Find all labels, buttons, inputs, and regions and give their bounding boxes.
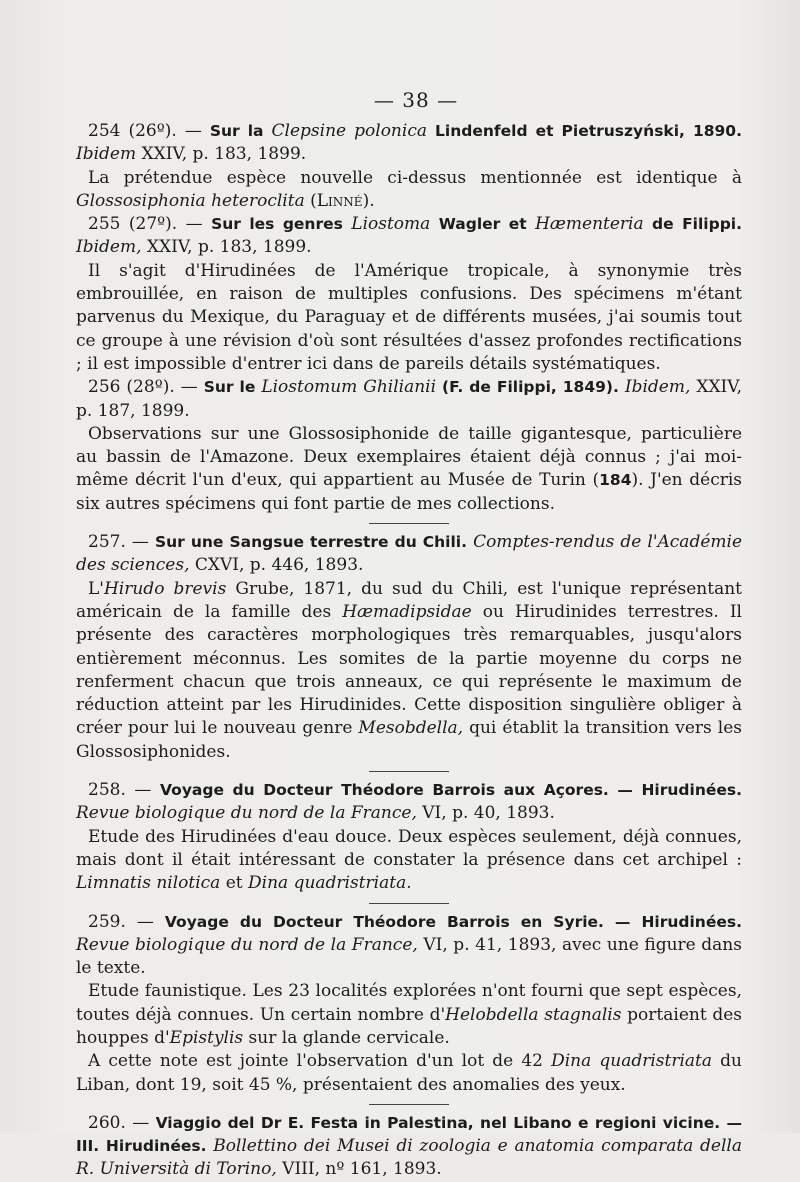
- separator-rule: [369, 771, 449, 772]
- journal-ref: Revue biologique du nord de la France,: [76, 934, 418, 955]
- entry-number: 260.: [88, 1112, 126, 1133]
- entry-number: 256 (28º).: [88, 377, 175, 398]
- page-number: — 38 —: [373, 88, 459, 112]
- entry-258: [76, 779, 742, 895]
- journal-ref: Bollettino dei Musei di zoologia e anatomia comparata della R. Università di Torino,: [76, 1136, 742, 1180]
- separator-rule: [369, 1104, 449, 1105]
- journal-ref: Revue biologique du nord de la France,: [76, 803, 417, 824]
- entry-abstract: Il s'agit d'Hirudinées de l'Amérique tropicale, à synonymie très embrouillée, en raison de multiples confusions. Des spécimens m'étant parvenus du Mexique, du Paraguay et de différents musées, j'ai soumis tout ce groupe à une révision d'où sont résultées d'assez profondes rectifications ; il est impossible d'entrer ici dans de pareils détails systématiques.: [76, 260, 742, 374]
- entry-255: [76, 213, 742, 376]
- entry-abstract: La prétendue espèce nouvelle ci-dessus mentionnée est identique à Glossosiphonia heteroclita (Linné).: [76, 167, 742, 211]
- entry-heading: 254 (26º). — Sur la Clepsine polonica Lindenfeld et Pietruszyński, 1890. Ibidem XXIV, p. 183, 1899.: [76, 121, 742, 165]
- separator-rule: [369, 903, 449, 904]
- entry-number: 254 (26º).: [88, 121, 177, 141]
- entry-number: 259.: [88, 911, 126, 932]
- journal-ref: Comptes-rendus de l'Académie des sciences,: [76, 532, 743, 576]
- entry-254: [76, 120, 742, 213]
- entry-257: [76, 531, 742, 764]
- entry-abstract: Observations sur une Glossosiphonide de taille gigantesque, particulière au bassin de l'Amazone. Deux exemplaires étaient déjà connus ; j'ai moi-même décrit l'un d'eux, qui appartient au Musée de Turin (184). J'en décris six autres spécimens qui font partie de mes collections.: [76, 423, 742, 514]
- journal-ref: Ibidem,: [76, 237, 142, 258]
- entry-abstract: Etude des Hirudinées d'eau douce. Deux espèces seulement, déjà connues, mais dont il était intéressant de constater la présence dans cet archipel : Limnatis nilotica et Dina quadristriata.: [76, 826, 742, 894]
- entry-abstract: Etude faunistique. Les 23 localités explorées n'ont fourni que sept espèces, toutes déjà connues. Un certain nombre d'Helobdella stagnalis portaient des houppes d'Epistylis sur la glande cervicale.: [76, 981, 743, 1048]
- species-name: Clepsine polonica: [271, 121, 427, 141]
- entry-heading: 260. — Viaggio del Dr E. Festa in Palestina, nel Libano e regioni vicine. — III. Hirudinées. Bollettino dei Musei di zoologia e anatomia comparata della R. Università di Torino, VIII, nº 161, 1893.: [76, 1112, 743, 1180]
- entry-heading: 257. — Sur une Sangsue terrestre du Chili. Comptes-rendus de l'Académie des sciences, CXVI, p. 446, 1893.: [76, 532, 743, 576]
- entry-heading: 255 (27º). — Sur les genres Liostoma Wagler et Hæmenteria de Filippi. Ibidem, XXIV, p. 183, 1899.: [76, 214, 742, 258]
- entry-heading: 259. — Voyage du Docteur Théodore Barrois en Syrie. — Hirudinées. Revue biologique du nord de la France, VI, p. 41, 1893, avec une figure dans le texte.: [76, 911, 742, 979]
- entry-number: 255 (27º).: [88, 214, 178, 235]
- separator-rule: [369, 523, 449, 524]
- entry-title: Sur la: [209, 122, 272, 140]
- entry-heading: 256 (28º). — Sur le Liostomum Ghilianii (F. de Filippi, 1849). Ibidem, XXIV, p. 187, 1899.: [76, 377, 742, 421]
- entry-256: [76, 376, 742, 516]
- entry-abstract-continued: A cette note est jointe l'observation d'un lot de 42 Dina quadristriata du Liban, dont 19, soit 45 %, présentaient des anomalies des yeux.: [76, 1051, 742, 1095]
- entry-heading: 258. — Voyage du Docteur Théodore Barrois aux Açores. — Hirudinées. Revue biologique du nord de la France, VI, p. 40, 1893.: [76, 780, 742, 824]
- journal-ref: Ibidem: [76, 144, 137, 165]
- entry-number: 258.: [88, 780, 126, 801]
- entry-number: 257.: [88, 532, 126, 553]
- entry-259: [76, 911, 742, 1097]
- entry-abstract: L'Hirudo brevis Grube, 1871, du sud du Chili, est l'unique représentant américain de la famille des Hæmadipsidae ou Hirudinides terrestres. Il présente des caractères morphologiques très remarquables, jusqu'alors entièrement méconnus. Les somites de la partie moyenne du corps ne renferment chacun que trois anneaux, ce qui représente le maximum de réduction atteint par les Hirudinides. Cette disposition singulière obliger à créer pour lui le nouveau genre Mesobdella, qui établit la transition vers les Glossosiphonides.: [76, 578, 742, 762]
- journal-ref: Ibidem,: [618, 377, 691, 398]
- entry-260: [76, 1112, 742, 1182]
